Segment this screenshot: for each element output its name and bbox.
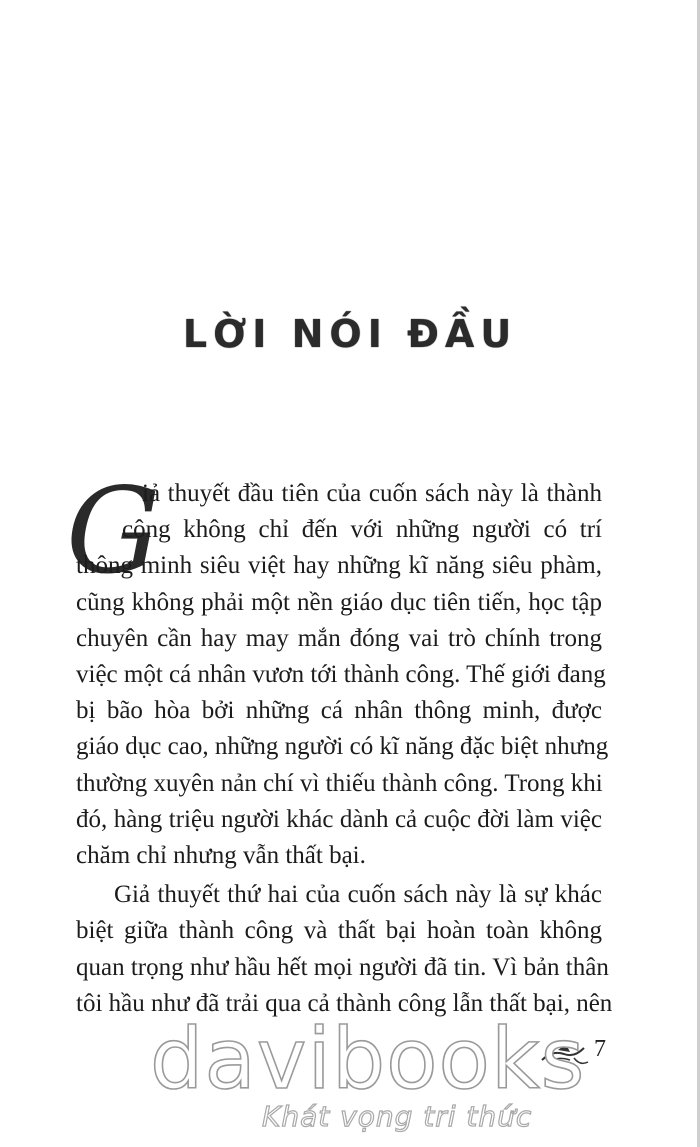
- paragraph-2-line: tôi hầu như đã trải qua cả thành công lẫn thất bại, nên: [76, 989, 613, 1017]
- paragraph-2-line: biệt giữa thành công và thất bại hoàn toàn không: [76, 917, 602, 945]
- paragraph-1-line: đó, hàng triệu người khác dành cả cuộc đời làm việc: [76, 805, 602, 833]
- paragraph-1-line: bị bão hòa bởi những cá nhân thông minh, được: [76, 697, 602, 725]
- paragraph-1-line: giáo dục cao, những người có kĩ năng đặc biệt nhưng: [76, 733, 609, 761]
- paragraph-1-line: thường xuyên nản chí vì thiếu thành công. Trong khi: [76, 769, 603, 797]
- paragraph-1-line: chăm chỉ nhưng vẫn thất bại.: [76, 842, 366, 870]
- watermark-brand: davibooks: [150, 1010, 586, 1108]
- watermark-tagline: Khát vọng tri thức: [262, 1100, 533, 1133]
- paragraph-2-line: quan trọng như hầu hết mọi người đã tin. Vì bản thân: [76, 953, 609, 981]
- paragraph-1-line: iả thuyết đầu tiên của cuốn sách này là thành: [142, 480, 602, 507]
- paragraph-1-line: cũng không phải một nền giáo dục tiên tiến, học tập: [76, 588, 602, 616]
- page-number: 7: [594, 1036, 606, 1062]
- paragraph-1-line: thông minh siêu việt hay những kĩ năng siêu phàm,: [76, 552, 602, 580]
- body-text: [76, 476, 613, 1022]
- paragraph-2-line: Giả thuyết thứ hai của cuốn sách này là sự khác: [114, 881, 602, 909]
- paragraph-1-line: việc một cá nhân vươn tới thành công. Thế giới đang: [76, 661, 606, 689]
- paragraph-1-line: chuyên cần hay may mắn đóng vai trò chính trong: [76, 624, 602, 652]
- chapter-title: LỜI NÓI ĐẦU: [182, 312, 518, 356]
- drop-cap: G: [66, 462, 161, 600]
- paragraph-1-line: công không chỉ đến với những người có trí: [122, 516, 602, 544]
